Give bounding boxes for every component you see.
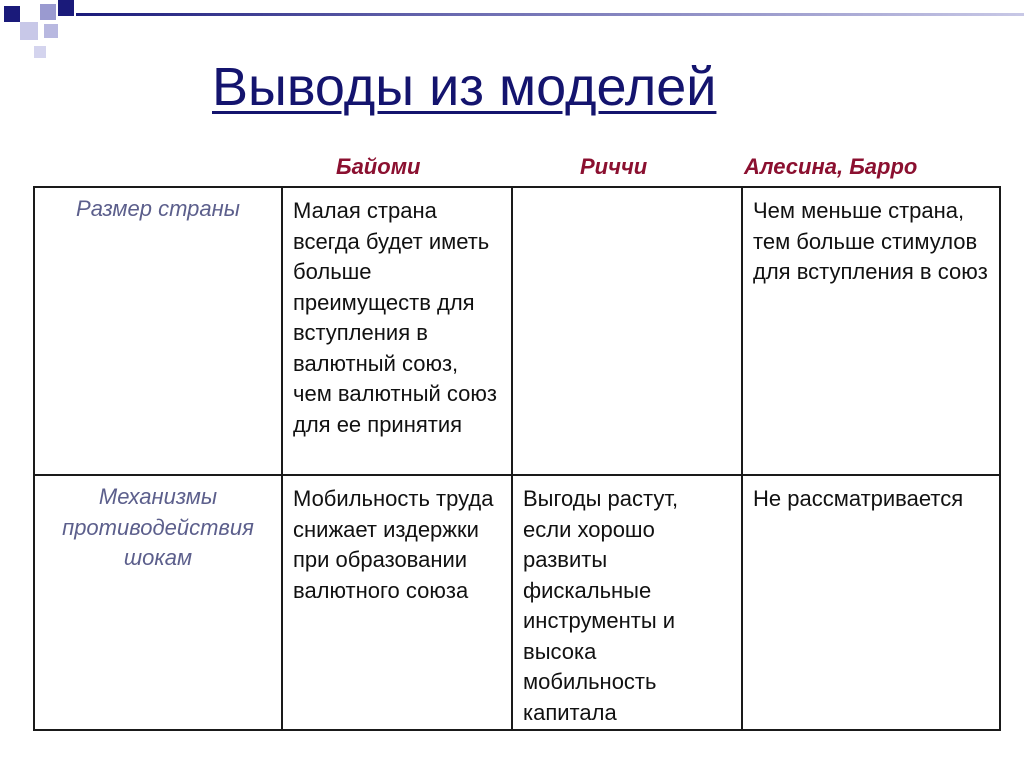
column-header-ricci: Риччи [580,154,648,179]
decor-square [58,0,74,16]
comparison-table [33,186,1001,731]
table-cell: Чем меньше страна, тем больше стимулов для вступления в союз [742,187,1000,475]
table-cell: Выгоды растут, если хорошо развиты фискальные инструменты и высока мобильность капитала [512,475,742,730]
decor-square [34,46,46,58]
row-header: Размер страны [34,187,282,475]
decor-square [20,22,38,40]
decor-square [40,4,56,20]
table-row [34,187,1000,475]
table-cell: Малая страна всегда будет иметь больше преимуществ для вступления в валютный союз, чем валютный союз для ее принятия [282,187,512,475]
table-row [34,475,1000,730]
decor-square [44,24,58,38]
row-header: Механизмы противодействия шокам [34,475,282,730]
decor-square [4,6,20,22]
table-cell [512,187,742,475]
column-header-bayoumi: Байоми [336,154,421,179]
table-cell: Не рассматривается [742,475,1000,730]
header-rule [76,13,1024,16]
column-header-alesina-barro: Алесина, Барро [744,154,918,179]
table-cell: Мобильность труда снижает издержки при образовании валютного союза [282,475,512,730]
slide-title: Выводы из моделей [212,57,717,117]
